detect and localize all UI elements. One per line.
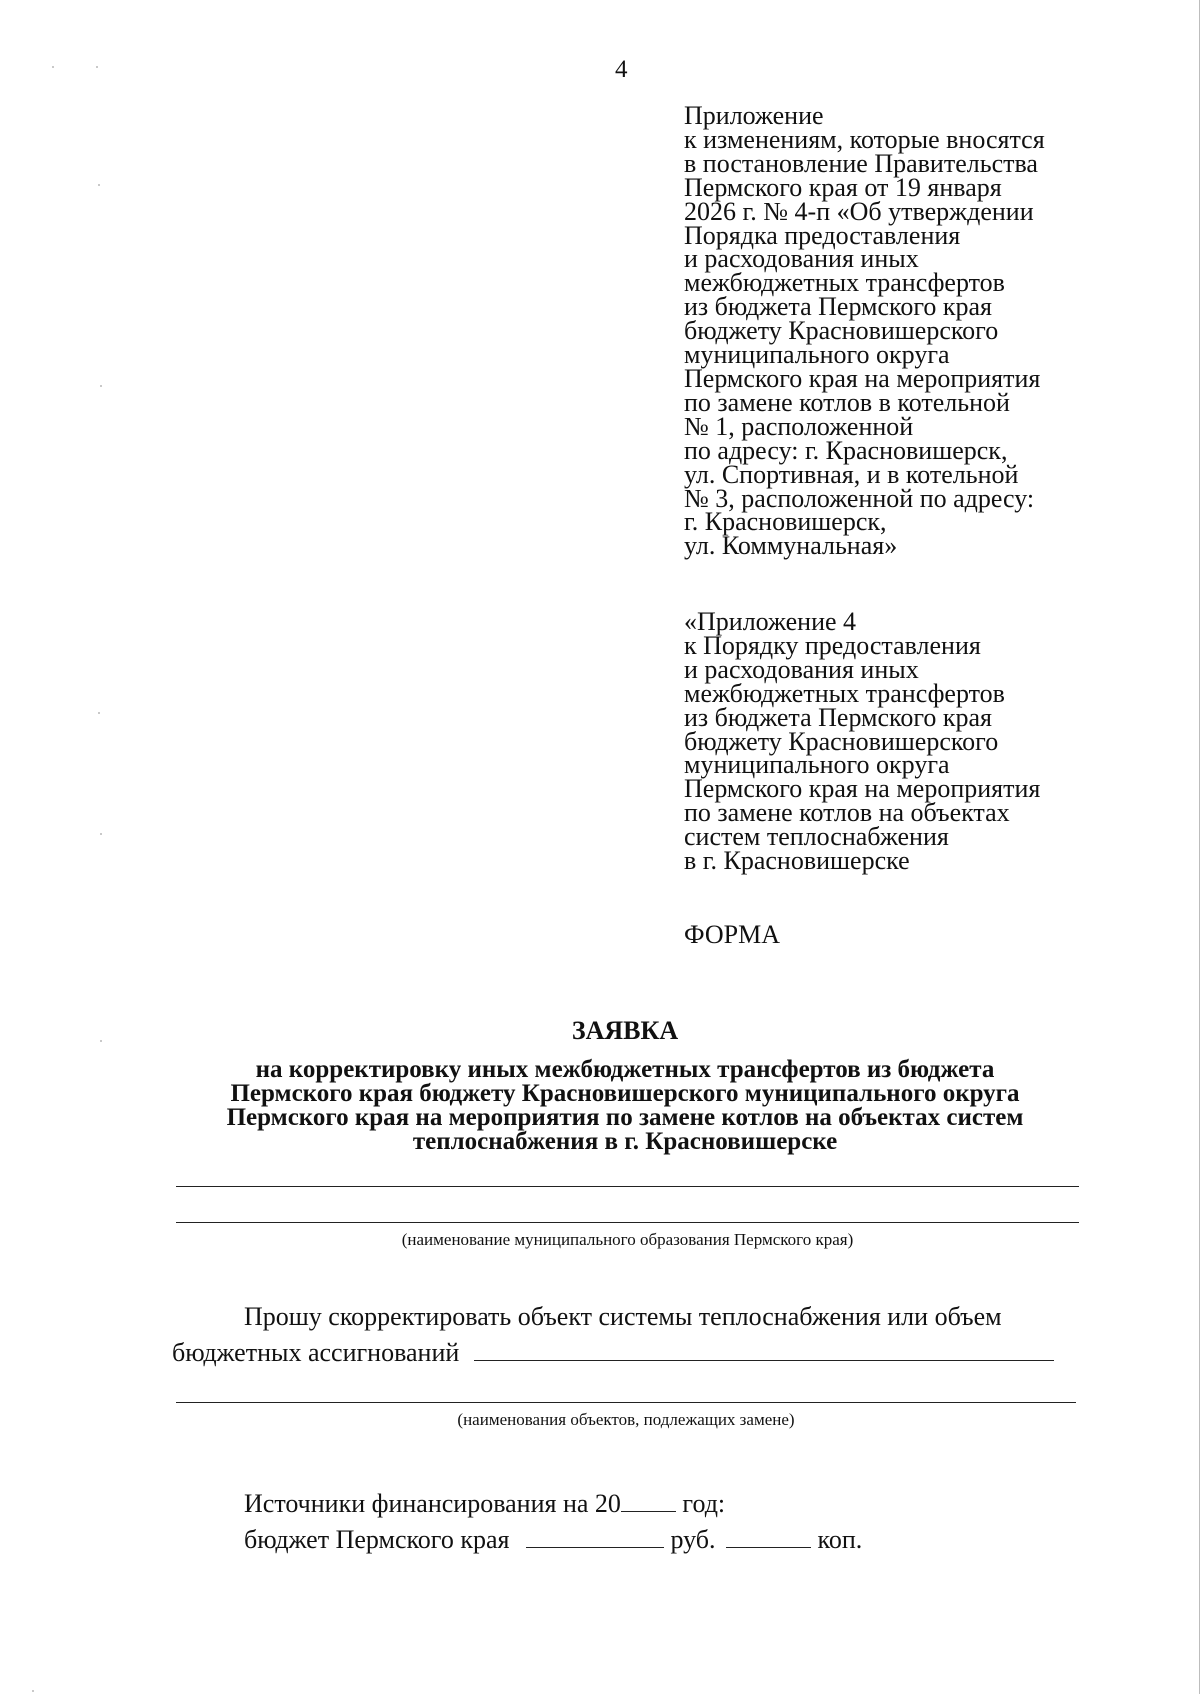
financing-sources-line — [244, 1489, 725, 1519]
rubles-field[interactable] — [526, 1525, 664, 1548]
request-text-line-1: Прошу скорректировать объект системы теплоснабжения или объем — [244, 1302, 1002, 1331]
rub-label: руб. — [670, 1525, 716, 1554]
appendix-header-line: к изменениям, которые вносятся — [684, 124, 1045, 154]
application-subtitle-line: теплоснабжения в г. Красновишерске — [412, 1128, 838, 1155]
appendix-header-line: по замене котлов в котельной — [684, 387, 1010, 417]
municipality-line-2[interactable] — [176, 1222, 1079, 1223]
appendix-4-header-line: муниципального округа — [684, 750, 950, 780]
appendix-header-line: 2026 г. № 4-п «Об утверждении — [684, 196, 1034, 226]
scan-speck — [100, 1040, 102, 1042]
appendix-header-line: № 1, расположенной — [684, 411, 914, 441]
appendix-header-line: и расходования иных — [684, 244, 919, 274]
appendix-4-header-line: из бюджета Пермского края — [684, 702, 993, 732]
financing-sources-label: Источники финансирования на 20 — [244, 1489, 621, 1518]
regional-budget-line — [244, 1525, 862, 1555]
application-subtitle — [120, 1058, 1130, 1154]
appendix-4-header-line: и расходования иных — [684, 654, 919, 684]
appendix-header-line: в постановление Правительства — [684, 148, 1038, 178]
appendix-4-header-line: к Порядку предоставления — [684, 630, 981, 660]
request-text-line-2 — [172, 1338, 1054, 1368]
appendix-4-header-line: Пермского края на мероприятия — [684, 774, 1041, 804]
scan-speck — [98, 712, 100, 714]
appendix-header-line: ул. Спортивная, и в котельной — [684, 459, 1019, 489]
application-title: ЗАЯВКА — [571, 1016, 679, 1045]
appendix-header-line: по адресу: г. Красновишерск, — [684, 435, 1008, 465]
scan-speck — [52, 66, 54, 68]
appendix-header-line: муниципального округа — [684, 340, 950, 370]
appendix-4-header-line: в г. Красновишерске — [684, 846, 910, 876]
regional-budget-label: бюджет Пермского края — [244, 1525, 510, 1554]
appendix-4-header-line: «Приложение 4 — [684, 607, 857, 636]
application-subtitle-line: Пермского края бюджету Красновишерского муниципального округа — [230, 1080, 1020, 1107]
appendix-header-line: бюджету Красновишерского — [684, 316, 999, 346]
objects-line[interactable] — [176, 1402, 1076, 1403]
appendix-header-line: из бюджета Пермского края — [684, 292, 993, 322]
objects-caption: (наименования объектов, подлежащих замене) — [457, 1410, 795, 1429]
appendix-header — [684, 101, 1144, 561]
kop-label: коп. — [817, 1525, 863, 1554]
appendix-4-header-line: по замене котлов на объектах — [684, 798, 1010, 828]
appendix-header-line: Порядка предоставления — [684, 220, 961, 250]
appendix-4-header-line: межбюджетных трансфертов — [684, 678, 1005, 708]
appendix-header-line: Пермского края от 19 января — [684, 172, 1002, 202]
kopecks-field[interactable] — [726, 1525, 811, 1548]
scan-speck — [32, 1690, 34, 1692]
budget-allocations-field[interactable] — [474, 1338, 1054, 1361]
appendix-header-line: г. Красновишерск, — [684, 507, 887, 537]
appendix-header-line: № 3, расположенной по адресу: — [684, 483, 1035, 513]
appendix-4-header-line: бюджету Красновишерского — [684, 726, 999, 756]
municipality-line-1[interactable] — [176, 1186, 1079, 1187]
application-subtitle-line: Пермского края на мероприятия по замене котлов на объектах систем — [226, 1104, 1024, 1131]
appendix-header-line: Пермского края на мероприятия — [684, 363, 1041, 393]
municipality-caption: (наименование муниципального образования Пермского края) — [401, 1230, 854, 1249]
appendix-header-line: Приложение — [684, 101, 824, 130]
scan-speck — [100, 833, 102, 835]
application-title-block — [120, 1016, 1130, 1154]
appendix-4-header — [684, 607, 1144, 876]
page-number: 4 — [615, 56, 628, 83]
scan-speck — [96, 66, 98, 68]
budget-allocations-label: бюджетных ассигнований — [172, 1338, 460, 1367]
scan-speck — [98, 184, 100, 186]
year-suffix: год: — [682, 1489, 726, 1518]
scan-speck — [100, 385, 102, 387]
year-field[interactable] — [621, 1489, 676, 1512]
forma-label: ФОРМА — [684, 920, 780, 949]
appendix-header-line: межбюджетных трансфертов — [684, 268, 1005, 298]
appendix-header-line: ул. Коммунальная» — [684, 531, 898, 561]
application-subtitle-line: на корректировку иных межбюджетных трансфертов из бюджета — [255, 1056, 995, 1083]
appendix-4-header-line: систем теплоснабжения — [684, 822, 949, 852]
